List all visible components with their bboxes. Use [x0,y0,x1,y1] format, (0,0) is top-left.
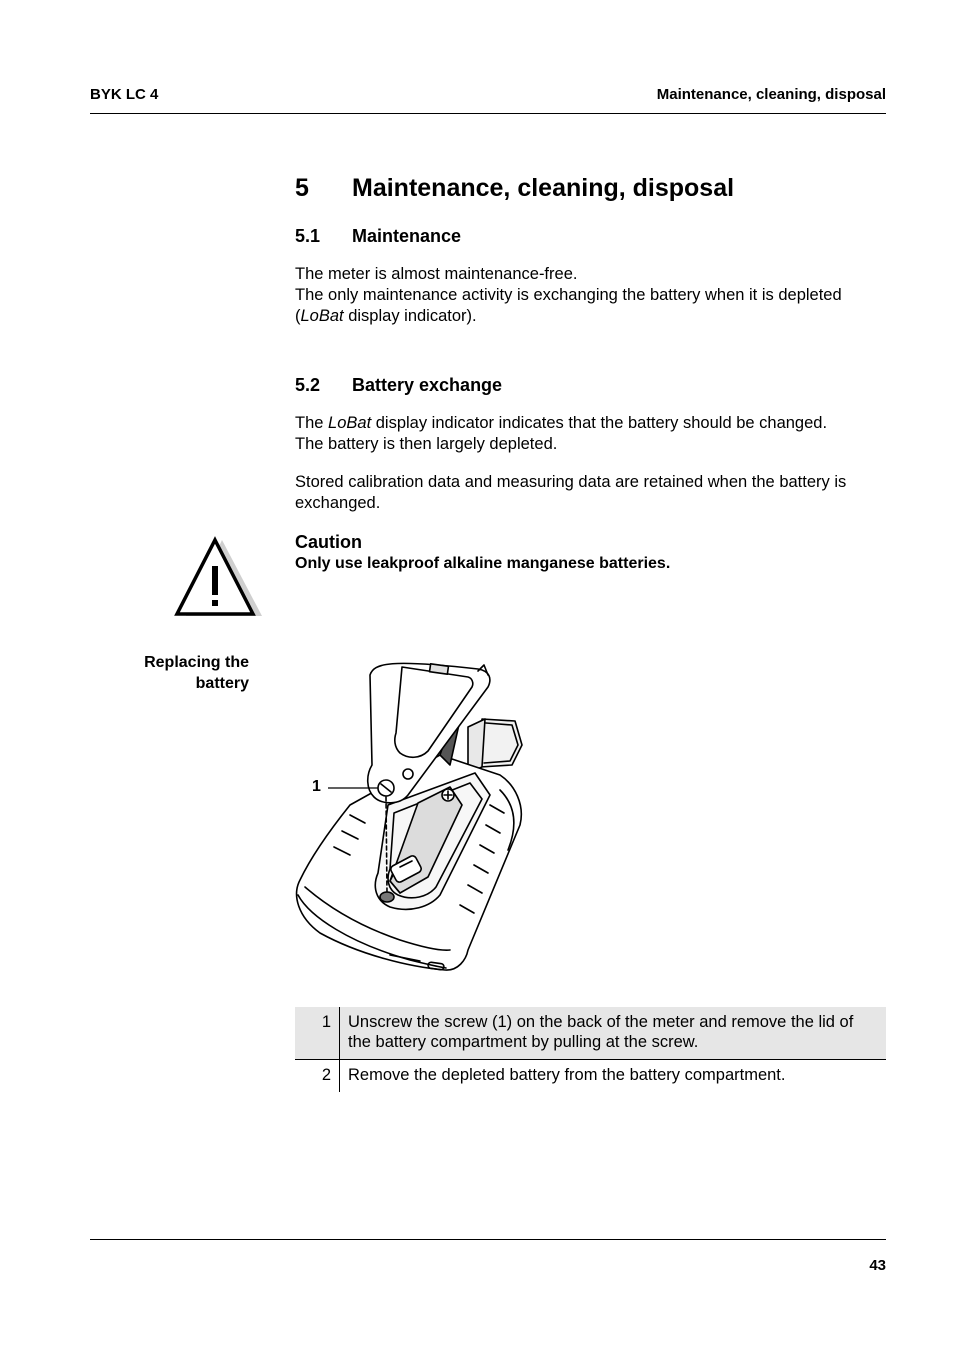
battery-line: The battery is then largely depleted. [295,435,558,453]
battery-paragraph-1 [295,413,895,455]
caution-text: Only use leakproof alkaline manganese batteries. [295,555,671,572]
table-row [295,1007,886,1060]
section-title: Maintenance [352,226,462,246]
battery-line: The LoBat display indicator indicates that the battery should be changed. [295,414,828,432]
figure-callout-1: 1 [312,778,321,795]
battery-exchange-illustration [290,655,540,985]
maintenance-line: The meter is almost maintenance-free. [295,265,578,283]
section-number: 5.1 [295,226,321,246]
table-row [295,1060,886,1093]
maintenance-paragraph [295,264,895,327]
margin-heading: Replacing the battery [144,654,249,692]
header-rule [90,113,886,114]
chapter-title: Maintenance, cleaning, disposal [352,174,735,202]
page-number: 43 [869,1257,886,1274]
maintenance-line: (LoBat display indicator). [295,307,477,325]
section-number: 5.2 [295,375,321,395]
footer-rule [90,1239,886,1240]
lobat-term: LoBat [328,414,372,432]
step-text: Unscrew the screw (1) on the back of the meter and remove the lid of the battery compartment by pulling at the screw. [340,1007,887,1060]
warning-triangle-icon [172,536,264,618]
steps-table [295,1007,886,1092]
chapter-number: 5 [295,174,309,202]
battery-paragraph-2: Stored calibration data and measuring data are retained when the battery is exchanged. [295,473,847,512]
step-number: 1 [295,1007,340,1060]
header-chapter-title: Maintenance, cleaning, disposal [656,86,886,103]
step-number: 2 [295,1060,340,1093]
step-text: Remove the depleted battery from the battery compartment. [348,1066,786,1084]
maintenance-line: The only maintenance activity is exchanging the battery when it is depleted [295,286,842,304]
header-doc-title: BYK LC 4 [90,86,159,103]
caution-title: Caution [295,532,362,552]
section-title: Battery exchange [352,375,503,395]
lobat-term: LoBat [300,307,344,325]
